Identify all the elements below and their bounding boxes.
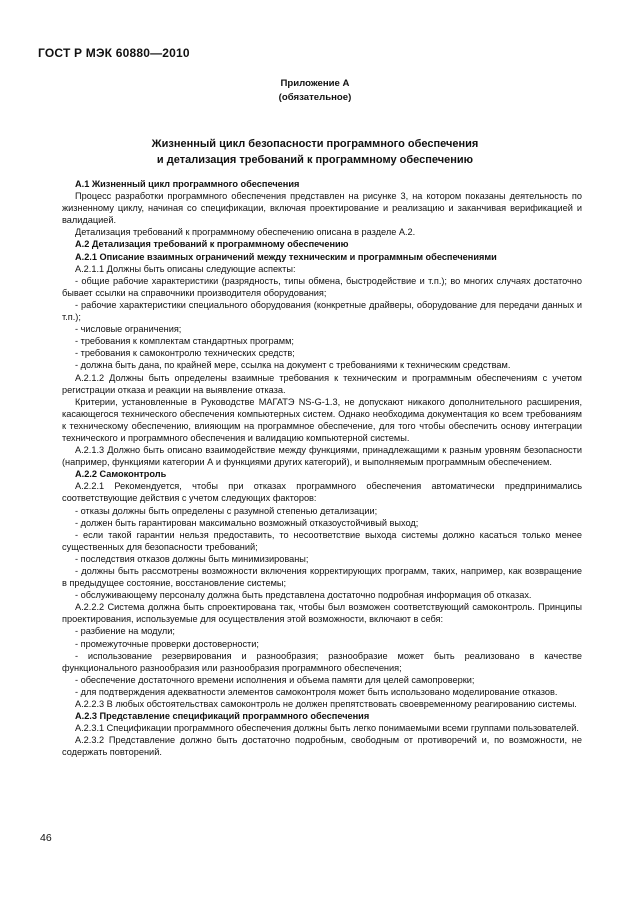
paragraph: - разбиение на модули; (75, 626, 175, 637)
paragraph: - обслуживающему персоналу должна быть представлена достаточно подробная информация об отказах. (75, 590, 532, 601)
paragraph: - должен быть гарантирован максимально возможный отказоустойчивый выход; (75, 517, 419, 528)
appendix-title: Приложение А (280, 78, 350, 89)
main-title-line-1: Жизненный цикл безопасности программного обеспечения (151, 138, 479, 150)
section-heading: А.1 Жизненный цикл программного обеспечения (75, 179, 300, 189)
paragraph: - общие рабочие характеристики (разрядность, типы обмена, быстродействие и т.п.); во многих случаях достаточно бывает ссылки на справочники производителя оборудования; (62, 275, 582, 298)
appendix-subtitle: (обязательное) (278, 92, 352, 103)
paragraph: - промежуточные проверки достоверности; (75, 638, 259, 649)
paragraph: - должны быть рассмотрены возможности включения корректирующих программ, таких, например, как возвращение в предыдущее состояние, восстановление системы; (62, 566, 582, 589)
paragraph: А.2.2.3 В любых обстоятельствах самоконтроль не должен препятствовать своевременному реагированию системы. (75, 699, 577, 710)
paragraph: - требования к самоконтролю технических средств; (75, 348, 295, 359)
paragraph: - обеспечение достаточного времени исполнения и объема памяти для целей самопроверки; (75, 674, 475, 685)
paragraph: А.2.1.2 Должны быть определены взаимные требования к техническим и программным обеспечениям с учетом регистрации отказа и реакции на выявление отказа. (62, 372, 582, 395)
paragraph: - отказы должны быть определены с разумной степенью детализации; (75, 505, 378, 516)
document-body (62, 178, 582, 759)
section-heading: А.2 Детализация требований к программному обеспечению (75, 239, 349, 250)
paragraph: Процесс разработки программного обеспечения представлен на рисунке 3, на котором показаны деятельность по жизненному циклу, начиная со спецификации, включая проектирование и реализацию и заканчивая верификацией и валидацией. (62, 191, 582, 226)
page-number: 46 (40, 832, 52, 844)
paragraph: А.2.3.2 Представление должно быть достаточно подробным, свободным от противоречий и, по возможности, не содержать повторений. (62, 735, 582, 758)
paragraph: - рабочие характеристики специального оборудования (конкретные драйверы, оборудование для передачи данных и т.п.); (62, 299, 582, 323)
paragraph: Детализация требований к программному обеспечению описана в разделе А.2. (75, 227, 416, 238)
paragraph: - использование резервирования и разнообразия; разнообразие может быть реализовано в качестве функционального разнообразия или разнообразия программного обеспечения; (62, 650, 582, 673)
paragraph: А.2.3.1 Спецификации программного обеспечения должны быть легко понимаемыми всеми группами пользователей. (75, 723, 579, 734)
paragraph: - последствия отказов должны быть минимизированы; (75, 553, 309, 564)
document-header: ГОСТ Р МЭК 60880—2010 (38, 46, 190, 60)
paragraph: Критерии, установленные в Руководстве МАГАТЭ NS-G-1.3, не допускают никакого дополнительного расширения, касающегося технического обеспечения компьютерных систем. Однако необходима документация ко всем требованиям к техническому обеспечению, влияющим на программное обеспечение, для того чтобы обеспечить основу интеграции технического и программного обеспечения и валидацию компьютерной системы. (62, 396, 582, 443)
paragraph: А.2.2.2 Система должна быть спроектирована так, чтобы был возможен соответствующий самоконтроль. Принципы проектирования, используемые для осуществления этой возможности, включают в себя: (62, 602, 582, 625)
section-heading: А.2.1 Описание взаимных ограничений между техническим и программным обеспечениями (75, 251, 497, 262)
section-heading: А.2.2 Самоконтроль (75, 469, 167, 480)
paragraph: А.2.2.1 Рекомендуется, чтобы при отказах программного обеспечения автоматически предпринимались соответствующие действия с учетом следующих факторов: (62, 481, 582, 504)
paragraph: - для подтверждения адекватности элементов самоконтроля может быть использовано моделирование отказов. (75, 686, 558, 697)
paragraph: - если такой гарантии нельзя предоставить, то несоответствие выхода системы должно касаться только менее существенных для безопасности требований; (62, 529, 582, 552)
paragraph: - требования к комплектам стандартных программ; (75, 336, 294, 347)
paragraph: А.2.1.1 Должны быть описаны следующие аспекты: (75, 263, 296, 274)
section-heading: А.2.3 Представление спецификаций программного обеспечения (75, 711, 370, 722)
paragraph: А.2.1.3 Должно быть описано взаимодействие между функциями, принадлежащими к разным уровням безопасности (например, функциями категории А и функциями других категорий), и выполняемым программным обеспечением. (62, 445, 582, 468)
main-title-line-2: и детализация требований к программному обеспечению (156, 154, 474, 166)
paragraph: - должна быть дана, по крайней мере, ссылка на документ с требованиями к техническим средствам. (75, 360, 511, 371)
paragraph: - числовые ограничения; (75, 324, 182, 335)
